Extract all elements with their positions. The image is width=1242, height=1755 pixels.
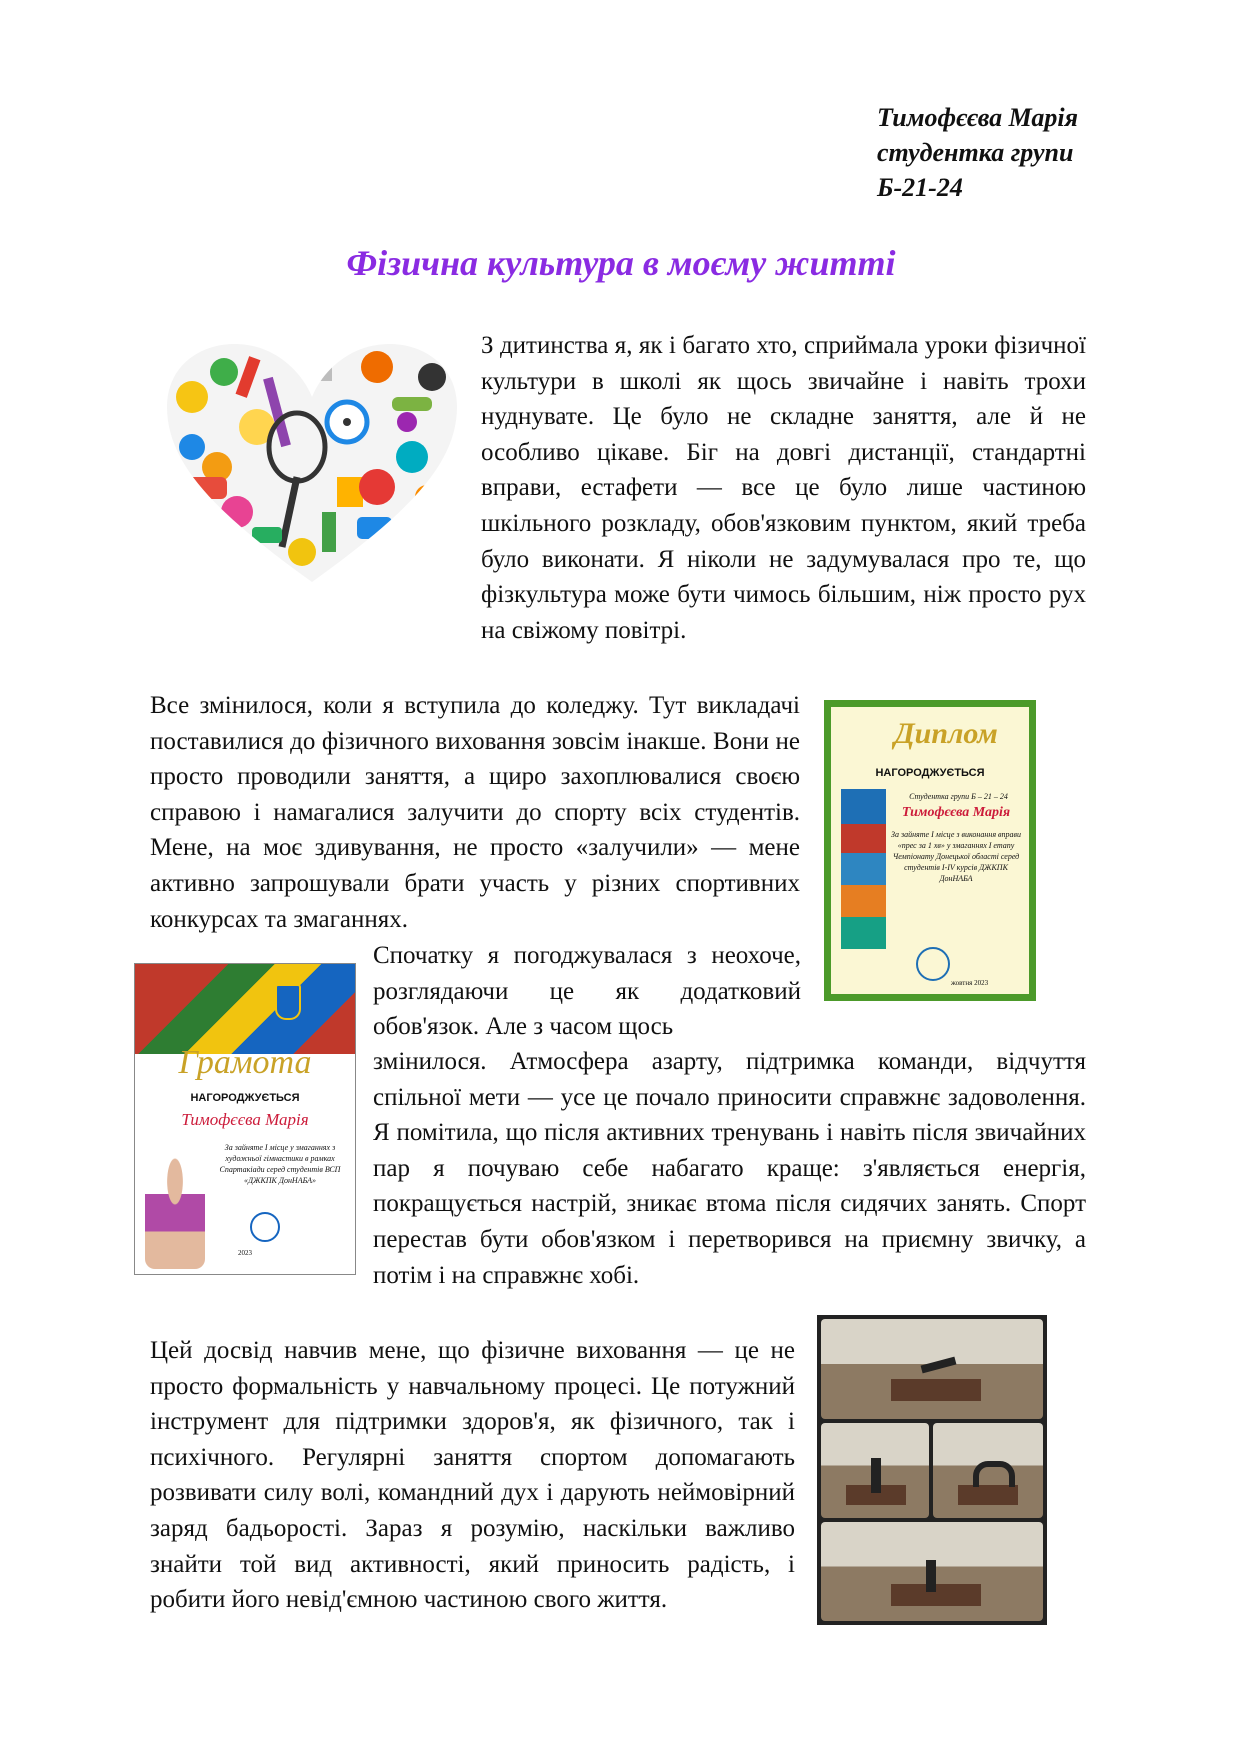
diploma-title: Диплом [894, 717, 998, 750]
author-name: Тимофєєва Марія [877, 103, 1079, 132]
diploma-text: За зайняте I місце з виконання вправи «прес за 1 хв» у змаганнях I етапу Чемпіонату Донецької області серед студентів I-IV курсів ДЖКПК ДонНАБА [891, 830, 1021, 883]
author-role: студентка групи [877, 138, 1074, 167]
diploma-subtitle: Студентка групи Б – 21 – 24 [909, 792, 1008, 801]
certificate-name: Тимофєєва Марія [181, 1110, 309, 1129]
certificate-seal-icon [250, 1212, 280, 1242]
certificate-text: За зайняте I місце у змаганнях з художньої гімнастики в рамках Спартакіади серед студентів ВСП «ДЖКПК ДонНАБА» [219, 1143, 341, 1185]
diploma-photos [841, 789, 886, 949]
diploma-name: Тимофєєва Марія [901, 805, 1011, 820]
sports-heart-image [162, 337, 462, 592]
training-photo-2 [821, 1423, 929, 1518]
author-block [877, 100, 1177, 205]
training-photo-1 [821, 1319, 1043, 1419]
diploma-seal-icon [916, 947, 950, 981]
page-title: Фізична культура в моєму житті [346, 243, 896, 283]
diploma-image [824, 700, 1036, 1001]
diploma-heading: НАГОРОДЖУЄТЬСЯ [875, 767, 985, 779]
certificate-title: Грамота [178, 1044, 312, 1081]
certificate-image [134, 963, 356, 1275]
paragraph-intro: З дитинства я, як і багато хто, сприймала уроки фізичної культури в школі як щось звичайне і навіть трохи нуднувате. Це було не складне заняття, але й не особливо цікаве. Біг на довгі дистанції, стандартні вправи, естафети — все це було лише частиною шкільного розкладу, обов'язковим пунктом, який треба було виконати. Я ніколи не задумувалася про те, що фізкультура може бути чимось більшим, ніж просто рух на свіжому повітрі. [481, 332, 1086, 644]
certificate-header-decoration [135, 964, 355, 1054]
paragraph-hesitation: Спочатку я погоджувалася з неохоче, розглядаючи це як додатковий обов'язок. Але з часом щось [373, 942, 801, 1041]
training-photo-4 [821, 1522, 1043, 1621]
training-photo-3 [933, 1423, 1043, 1518]
training-photos-collage [817, 1315, 1047, 1625]
paragraph-college: Все змінилося, коли я вступила до коледжу. Тут викладачі поставилися до фізичного виховання зовсім інакше. Вони не просто проводили заняття, а щиро захоплювалися своєю справою і намагалися залучити до спорту всіх студентів. Мене, на моє здивування, не просто «залучили» — мене активно запрошували брати участь у різних спортивних конкурсах та змаганнях. [150, 692, 800, 933]
diploma-year: жовтня 2023 [951, 979, 989, 987]
coat-of-arms-icon [275, 984, 301, 1020]
paragraph-change: змінилося. Атмосфера азарту, підтримка команди, відчуття спільної мети — усе це почало приносити справжнє задоволення. Я помітила, що після активних тренувань і навіть після звичайних пар я почуваю себе набагато краще: з'являється енергія, покращується настрій, зникає втома після сидячих занять. Спорт перестав бути обов'язком і перетворився на приємну звичку, а потім і на справжнє хобі. [373, 1048, 1086, 1289]
certificate-heading: НАГОРОДЖУЄТЬСЯ [190, 1092, 300, 1104]
certificate-year: 2023 [238, 1249, 252, 1257]
author-group: Б-21-24 [877, 173, 963, 202]
paragraph-conclusion: Цей досвід навчив мене, що фізичне виховання — це не просто формальність у навчальному процесі. Це потужний інструмент для підтримки здоров'я, як фізичного, так і психічного. Регулярні заняття спортом допомагають розвивати силу волі, командний дух і дарують неймовірний заряд бадьорості. Зараз я розумію, наскільки важливо знайти той вид активності, який приносить радість, і робити його невід'ємною частиною свого життя. [150, 1337, 795, 1614]
